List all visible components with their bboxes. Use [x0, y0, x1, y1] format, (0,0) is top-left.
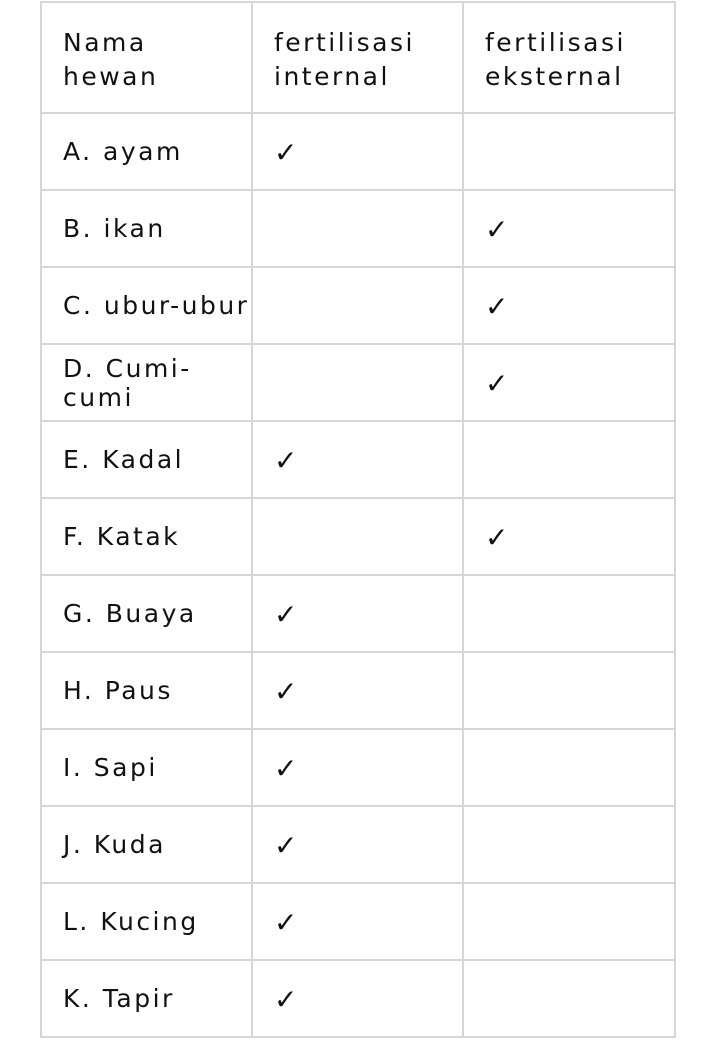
internal-fertilization-cell: [252, 421, 463, 498]
table-row: [41, 652, 675, 729]
checkmark-icon: ✓: [485, 290, 509, 323]
animal-name-cell: F. Katak: [41, 498, 252, 575]
animal-name-cell: J. Kuda: [41, 806, 252, 883]
animal-name-cell: I. Sapi: [41, 729, 252, 806]
table-row: [41, 498, 675, 575]
table-container: [40, 1, 676, 1038]
internal-fertilization-cell: [252, 806, 463, 883]
checkmark-icon: ✓: [274, 444, 298, 477]
header-row: [41, 2, 675, 113]
animal-name-cell: A. ayam: [41, 113, 252, 190]
checkmark-icon: ✓: [274, 675, 298, 708]
checkmark-icon: ✓: [274, 136, 298, 169]
internal-fertilization-cell: [252, 113, 463, 190]
checkmark-icon: ✓: [274, 598, 298, 631]
external-fertilization-cell: [463, 652, 675, 729]
animal-name-cell: K. Tapir: [41, 960, 252, 1037]
table-row: [41, 190, 675, 267]
external-fertilization-cell: [463, 575, 675, 652]
internal-fertilization-cell: [252, 960, 463, 1037]
animal-name-cell: L. Kucing: [41, 883, 252, 960]
checkmark-icon: ✓: [274, 829, 298, 862]
external-fertilization-cell: [463, 113, 675, 190]
table-row: [41, 960, 675, 1037]
external-fertilization-cell: [463, 344, 675, 421]
table-row: [41, 729, 675, 806]
checkmark-icon: ✓: [485, 213, 509, 246]
animal-name-cell: D. Cumi-cumi: [41, 344, 252, 421]
external-fertilization-cell: [463, 190, 675, 267]
checkmark-icon: ✓: [274, 906, 298, 939]
internal-fertilization-cell: [252, 344, 463, 421]
header-animal-name: Nama hewan: [41, 2, 252, 113]
internal-fertilization-cell: [252, 652, 463, 729]
table-row: [41, 575, 675, 652]
checkmark-icon: ✓: [274, 983, 298, 1016]
internal-fertilization-cell: [252, 267, 463, 344]
table-row: [41, 267, 675, 344]
animal-name-cell: B. ikan: [41, 190, 252, 267]
header-internal-fertilization: fertilisasi internal: [252, 2, 463, 113]
external-fertilization-cell: [463, 729, 675, 806]
internal-fertilization-cell: [252, 883, 463, 960]
table-row: [41, 883, 675, 960]
animal-name-cell: H. Paus: [41, 652, 252, 729]
external-fertilization-cell: [463, 421, 675, 498]
fertilization-table: [40, 1, 676, 1038]
external-fertilization-cell: [463, 960, 675, 1037]
internal-fertilization-cell: [252, 729, 463, 806]
external-fertilization-cell: [463, 806, 675, 883]
checkmark-icon: ✓: [274, 752, 298, 785]
external-fertilization-cell: [463, 498, 675, 575]
table-row: [41, 421, 675, 498]
animal-name-cell: E. Kadal: [41, 421, 252, 498]
internal-fertilization-cell: [252, 498, 463, 575]
animal-name-cell: G. Buaya: [41, 575, 252, 652]
animal-name-cell: C. ubur-ubur: [41, 267, 252, 344]
table-row: [41, 113, 675, 190]
external-fertilization-cell: [463, 267, 675, 344]
internal-fertilization-cell: [252, 190, 463, 267]
table-row: [41, 806, 675, 883]
checkmark-icon: ✓: [485, 367, 509, 400]
checkmark-icon: ✓: [485, 521, 509, 554]
internal-fertilization-cell: [252, 575, 463, 652]
header-external-fertilization: fertilisasi eksternal: [463, 2, 675, 113]
table-row: [41, 344, 675, 421]
external-fertilization-cell: [463, 883, 675, 960]
